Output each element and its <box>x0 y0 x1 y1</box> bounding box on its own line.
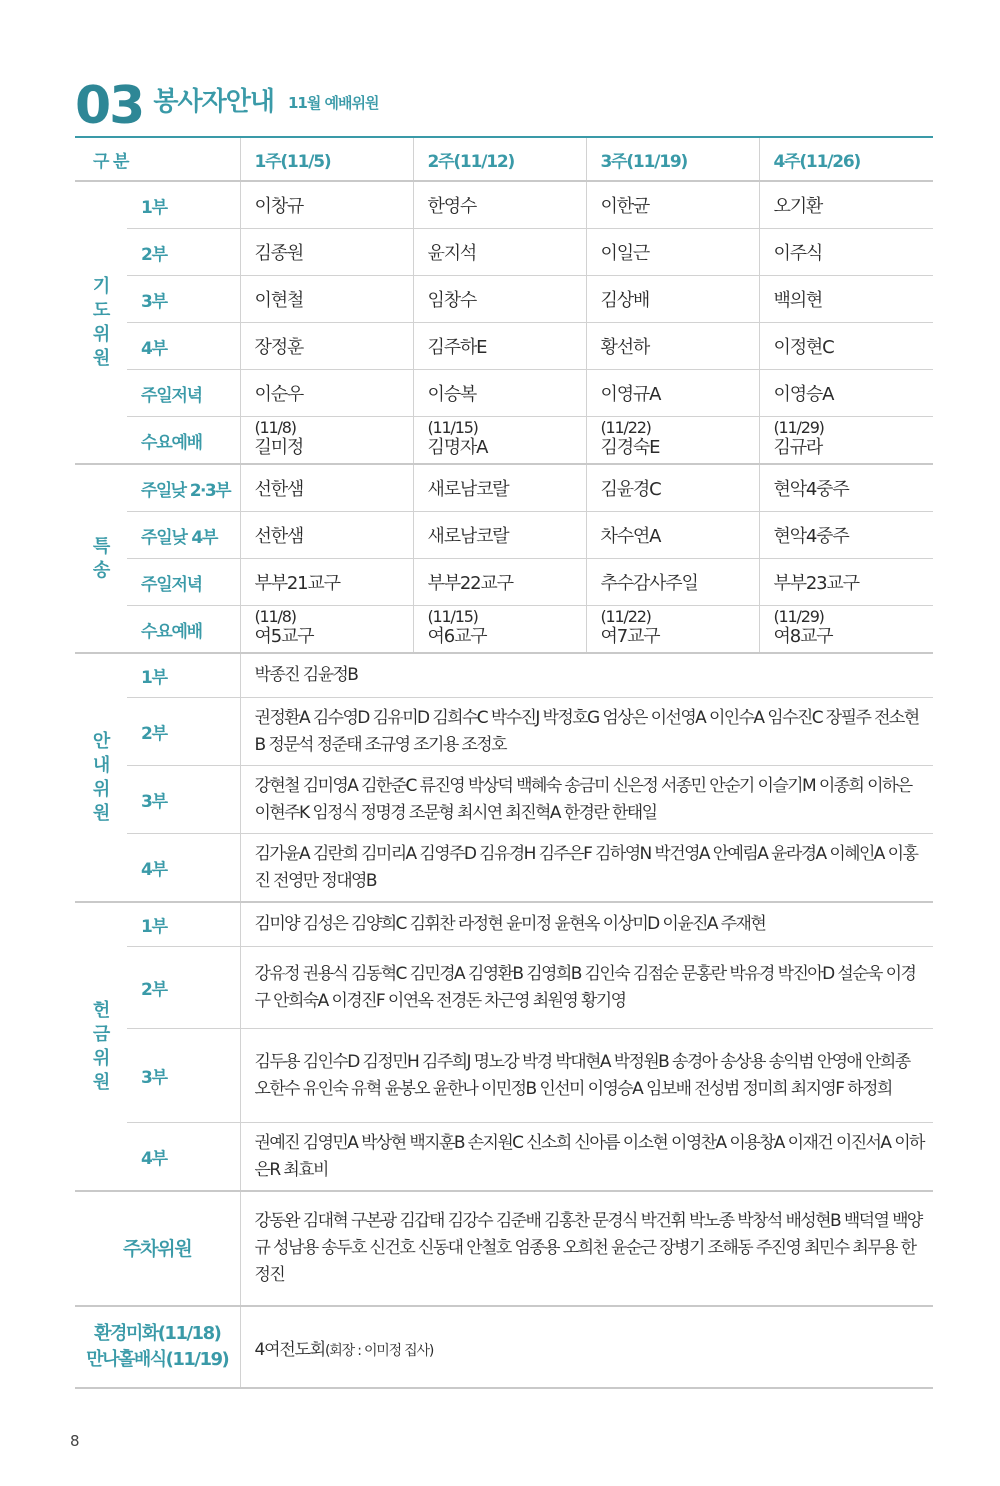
table-cell: 이창규 <box>240 181 413 229</box>
table-cell: 한영수 <box>413 181 586 229</box>
column-header-week2: 2주(11/12) <box>413 138 586 181</box>
table-cell: 이정현C <box>759 323 933 370</box>
names-cell: 김미양 김성은 김양희C 김휘찬 라정현 윤미정 윤현옥 이상미D 이윤진A 주재현 <box>240 902 933 947</box>
table-row <box>75 947 933 1029</box>
names-cell: 강유정 권용식 김동혁C 김민경A 김영환B 김영희B 김인숙 김점순 문홍란 박유경 박진아D 설순욱 이경구 안희숙A 이경진F 이연옥 전경돈 차근영 최원영 황기영 <box>240 947 933 1029</box>
table-cell: 부부22교구 <box>413 559 586 606</box>
table-row <box>75 653 933 698</box>
column-header-week1: 1주(11/5) <box>240 138 413 181</box>
row-label: 2부 <box>127 229 240 276</box>
table-cell: 차수연A <box>586 512 759 559</box>
names-cell: 권예진 김영민A 박상현 백지훈B 손지원C 신소희 신아름 이소현 이영찬A 이용창A 이재건 이진서A 이하은R 최효비 <box>240 1123 933 1192</box>
table-cell <box>240 417 413 465</box>
table-cell: 이영규A <box>586 370 759 417</box>
row-label: 1부 <box>127 181 240 229</box>
table-cell: 현악4중주 <box>759 464 933 512</box>
parking-label: 주차위원 <box>75 1191 240 1306</box>
table-row <box>75 512 933 559</box>
date-label: (11/22) <box>600 418 651 437</box>
table-row <box>75 276 933 323</box>
cell-value: 여7교구 <box>600 626 660 647</box>
row-label: 수요예배 <box>127 606 240 654</box>
table-cell: 김상배 <box>586 276 759 323</box>
table-row <box>75 417 933 465</box>
table-cell <box>240 606 413 654</box>
row-label: 주일저녁 <box>127 559 240 606</box>
table-row <box>75 766 933 834</box>
cell-value: 김경숙E <box>600 437 660 458</box>
table-cell <box>413 417 586 465</box>
table-cell: 부부23교구 <box>759 559 933 606</box>
row-label: 3부 <box>127 766 240 834</box>
group-label-prayer: 기 도 위 원 <box>75 181 127 464</box>
environment-cell <box>240 1306 933 1388</box>
cell-value: 여8교구 <box>773 626 833 647</box>
table-cell <box>759 606 933 654</box>
environment-label-line1: 환경미화(11/18) <box>94 1323 221 1344</box>
group-label-offering: 헌 금 위 원 <box>75 902 127 1191</box>
table-cell: 부부21교구 <box>240 559 413 606</box>
row-label: 주일저녁 <box>127 370 240 417</box>
table-cell: 현악4중주 <box>759 512 933 559</box>
table-cell: 이순우 <box>240 370 413 417</box>
table-row <box>75 559 933 606</box>
section-subtitle: 11월 예배위원 <box>287 94 379 112</box>
table-row <box>75 181 933 229</box>
column-header-week4: 4주(11/26) <box>759 138 933 181</box>
environment-note: (회장 : 이미정 집사) <box>325 1342 434 1359</box>
date-label: (11/8) <box>254 418 296 437</box>
table-cell: 백의현 <box>759 276 933 323</box>
section-number: 03 <box>75 76 144 136</box>
row-label: 3부 <box>127 1029 240 1123</box>
table-row <box>75 1306 933 1388</box>
cell-value: 김명자A <box>427 437 488 458</box>
names-cell: 김가윤A 김란희 김미리A 김영주D 김유경H 김주은F 김하영N 박건영A 안예림A 윤라경A 이혜인A 이홍진 전영만 정대영B <box>240 834 933 903</box>
row-label: 4부 <box>127 1123 240 1192</box>
table-cell: 이일근 <box>586 229 759 276</box>
table-header-row <box>75 138 933 181</box>
table-cell: 이한균 <box>586 181 759 229</box>
names-cell: 권정환A 김수영D 김유미D 김희수C 박수진J 박정호G 엄상은 이선영A 이인수A 임수진C 장필주 전소현B 정문석 정준태 조규영 조기용 조정호 <box>240 698 933 766</box>
row-label: 수요예배 <box>127 417 240 465</box>
table-cell: 오기환 <box>759 181 933 229</box>
table-cell: 임창수 <box>413 276 586 323</box>
table-cell <box>759 417 933 465</box>
table-cell <box>586 606 759 654</box>
group-label-special: 특 송 <box>75 464 127 653</box>
row-label: 1부 <box>127 902 240 947</box>
table-cell: 김윤경C <box>586 464 759 512</box>
table-cell <box>586 417 759 465</box>
table-row <box>75 464 933 512</box>
group-label-guide: 안 내 위 원 <box>75 653 127 902</box>
date-label: (11/15) <box>427 418 478 437</box>
table-row <box>75 323 933 370</box>
table-row <box>75 902 933 947</box>
cell-value: 여6교구 <box>427 626 487 647</box>
names-cell: 강동완 김대혁 구본광 김갑태 김강수 김준배 김홍찬 문경식 박건휘 박노종 박창석 배성현B 백덕열 백양규 성남용 송두호 신건호 신동대 안철호 엄종용 오희천 윤순근 장병기 조해동 주진영 최민수 최무용 한정진 <box>240 1191 933 1306</box>
table-cell: 새로남코랄 <box>413 464 586 512</box>
row-label: 2부 <box>127 698 240 766</box>
row-label: 3부 <box>127 276 240 323</box>
table-row <box>75 698 933 766</box>
environment-label <box>75 1306 240 1388</box>
cell-value: 김규라 <box>773 437 823 458</box>
volunteer-table <box>75 138 933 1389</box>
environment-label-line2: 만나홀배식(11/19) <box>86 1349 229 1370</box>
row-label: 주일낮 2·3부 <box>127 464 240 512</box>
date-label: (11/15) <box>427 607 478 626</box>
table-cell: 윤지석 <box>413 229 586 276</box>
date-label: (11/29) <box>773 418 824 437</box>
date-label: (11/29) <box>773 607 824 626</box>
table-cell: 선한샘 <box>240 464 413 512</box>
names-cell: 강현철 김미영A 김한준C 류진영 박상덕 백혜숙 송금미 신은정 서종민 안순기 이슬기M 이종희 이하은 이현주K 임정식 정명경 조문형 최시연 최진혁A 한경란 한태일 <box>240 766 933 834</box>
table-row <box>75 229 933 276</box>
table-cell: 장정훈 <box>240 323 413 370</box>
row-label: 2부 <box>127 947 240 1029</box>
date-label: (11/8) <box>254 607 296 626</box>
table-row <box>75 370 933 417</box>
table-cell: 이승복 <box>413 370 586 417</box>
table-row <box>75 1029 933 1123</box>
table-cell: 추수감사주일 <box>586 559 759 606</box>
table-cell: 이현철 <box>240 276 413 323</box>
page-number: 8 <box>70 1432 80 1450</box>
table-cell: 이주식 <box>759 229 933 276</box>
table-row <box>75 606 933 654</box>
table-cell: 김종원 <box>240 229 413 276</box>
table-cell: 김주하E <box>413 323 586 370</box>
row-label: 4부 <box>127 834 240 903</box>
table-cell: 새로남코랄 <box>413 512 586 559</box>
row-label: 주일낮 4부 <box>127 512 240 559</box>
names-cell: 박종진 김윤정B <box>240 653 933 698</box>
environment-group: 4여전도회 <box>254 1339 326 1360</box>
column-header-week3: 3주(11/19) <box>586 138 759 181</box>
section-title: 봉사자안내 <box>153 87 274 117</box>
table-cell: 이영승A <box>759 370 933 417</box>
row-label: 4부 <box>127 323 240 370</box>
names-cell: 김두용 김인수D 김정민H 김주희J 명노강 박경 박대현A 박정원B 송경아 송상용 송익범 안영애 안희종 오한수 유인숙 유혁 윤봉오 윤한나 이민정B 인선미 이영승A 임보배 전성범 정미희 최지영F 하정희 <box>240 1029 933 1123</box>
cell-value: 길미정 <box>254 437 304 458</box>
date-label: (11/22) <box>600 607 651 626</box>
table-row <box>75 834 933 903</box>
table-row <box>75 1191 933 1306</box>
cell-value: 여5교구 <box>254 626 314 647</box>
section-header <box>75 70 379 136</box>
row-label: 1부 <box>127 653 240 698</box>
table-cell: 선한샘 <box>240 512 413 559</box>
table-row <box>75 1123 933 1192</box>
column-header-category: 구 분 <box>75 138 240 181</box>
table-cell <box>413 606 586 654</box>
table-cell: 황선하 <box>586 323 759 370</box>
